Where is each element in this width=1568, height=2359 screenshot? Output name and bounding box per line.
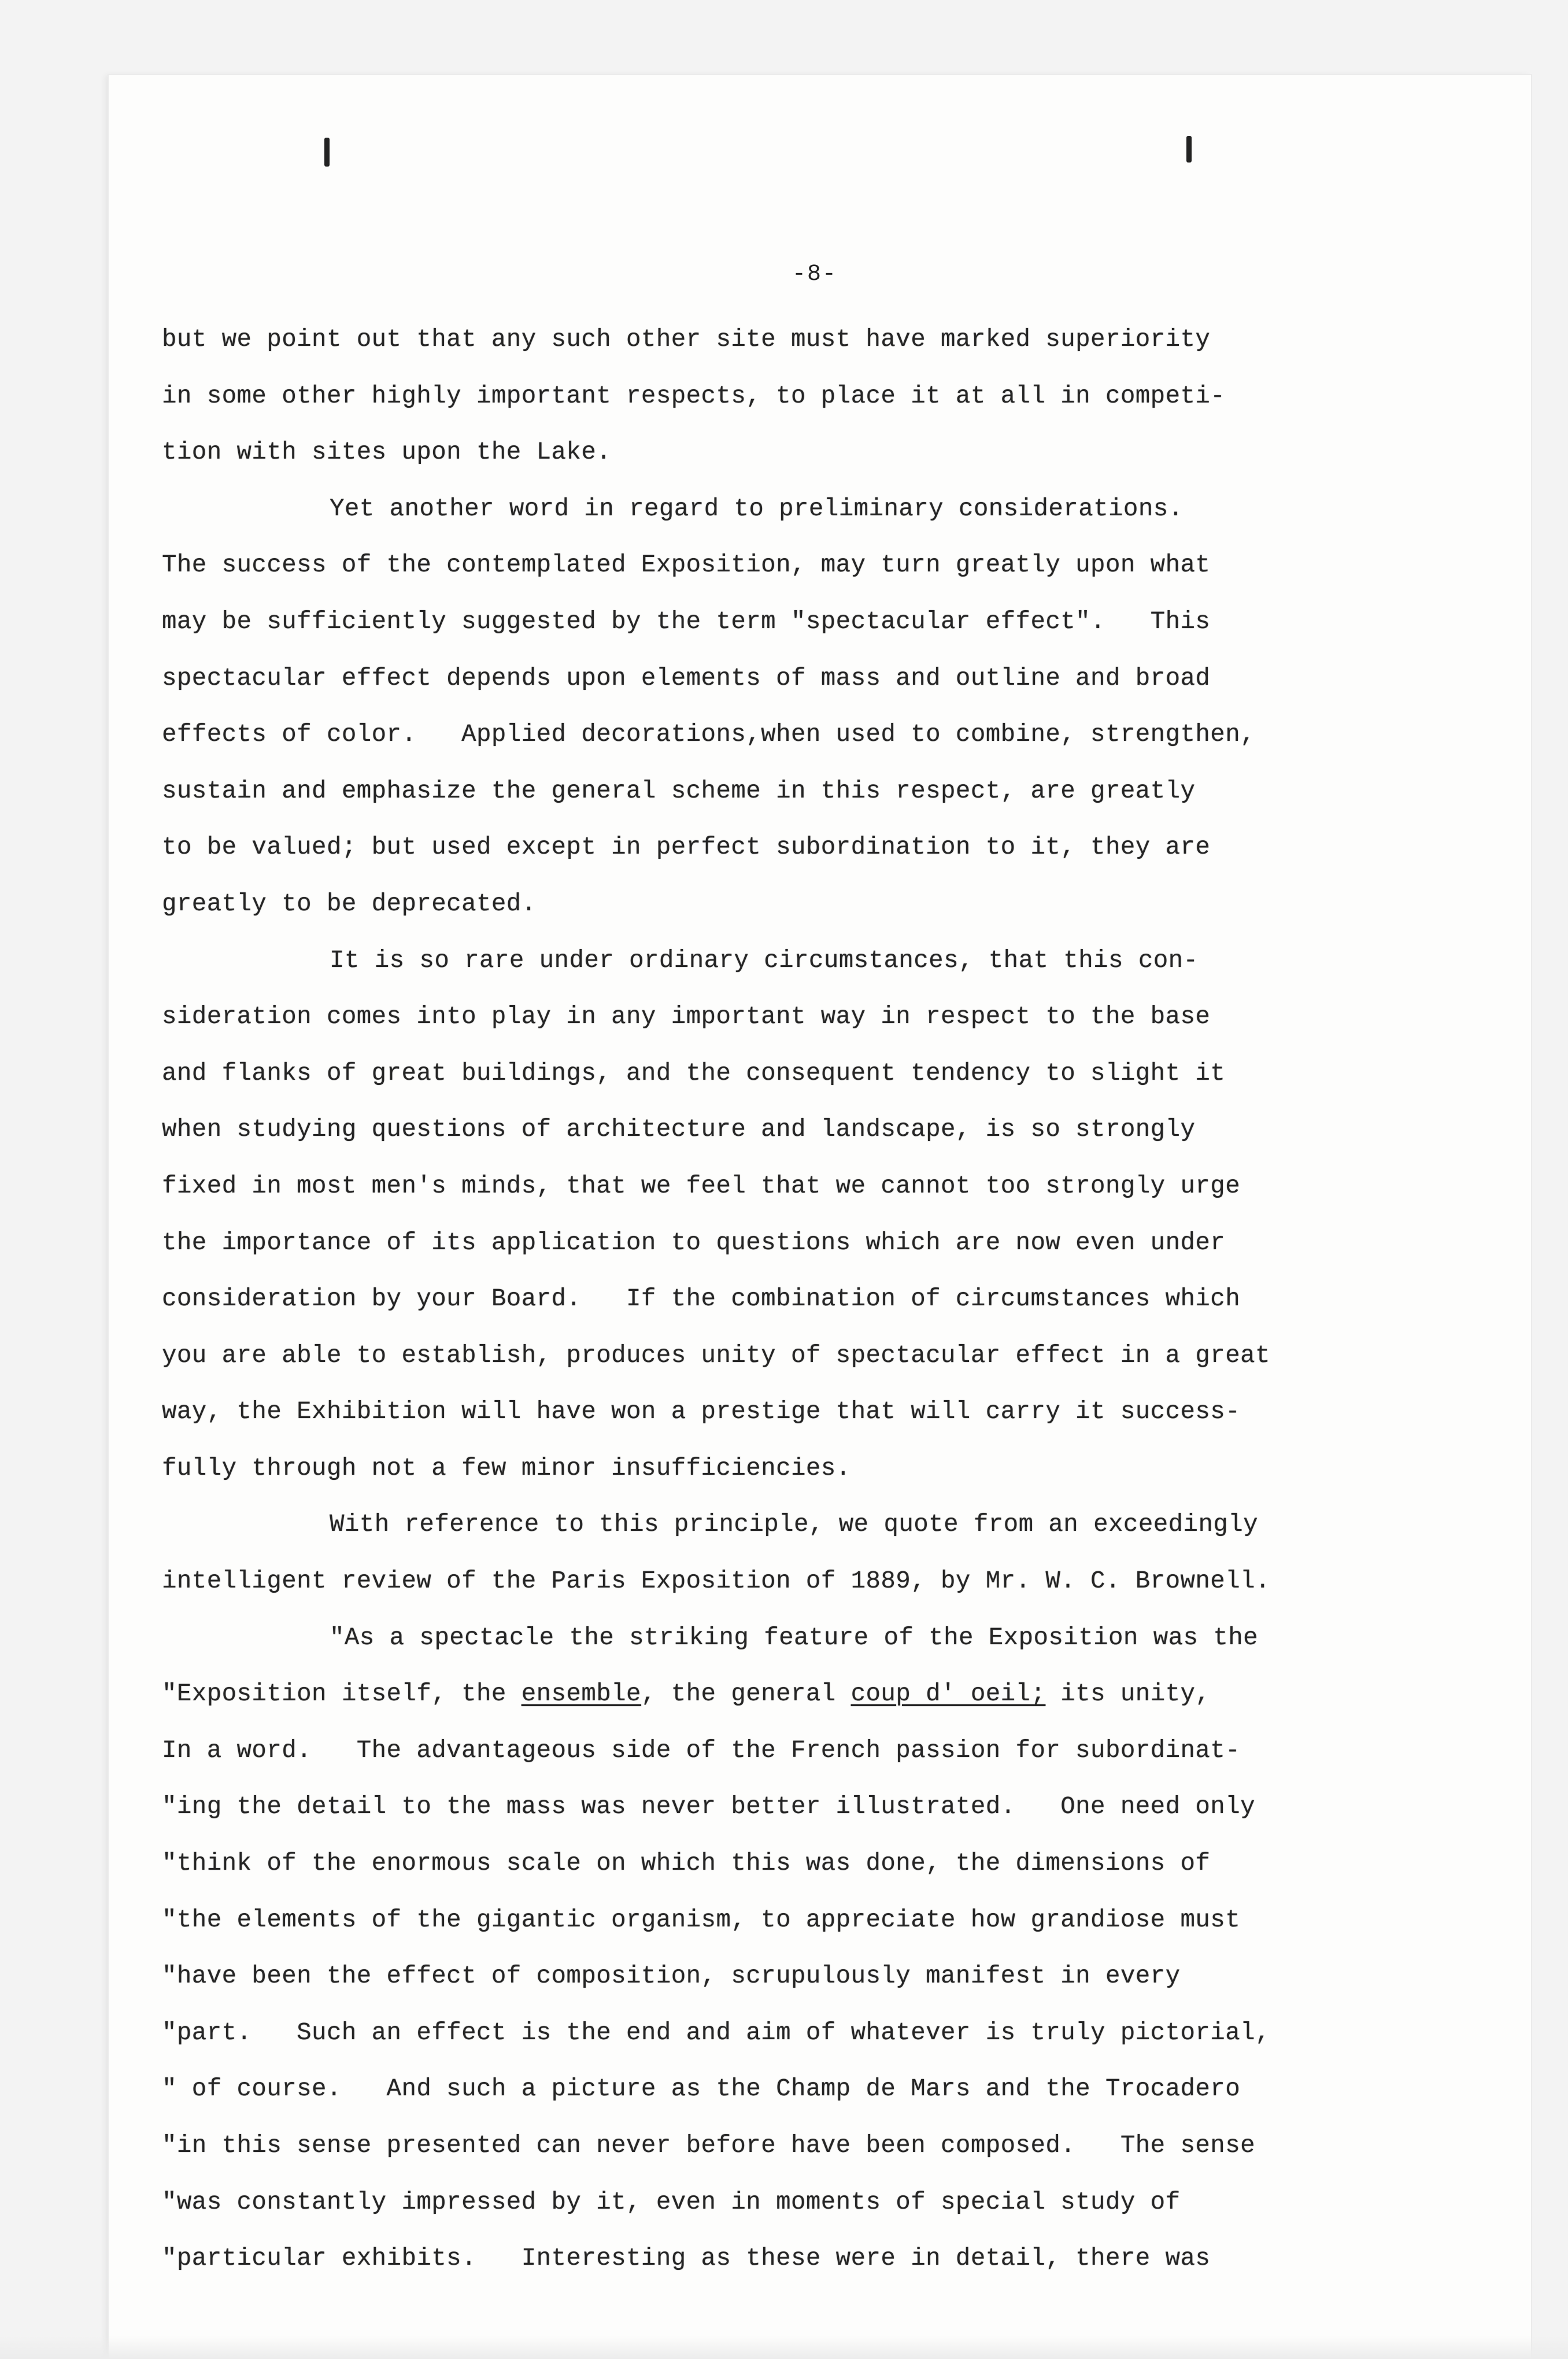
text-line: spectacular effect depends upon elements of mass and outline and broad: [162, 664, 1211, 692]
paragraph-first-line: With reference to this principle, we quote from an exceedingly: [330, 1511, 1259, 1539]
text-line: but we point out that any such other site must have marked superiority: [162, 326, 1211, 353]
quote-text: , the general: [641, 1680, 851, 1708]
quote-line: "in this sense presented can never before have been composed. The sense: [162, 2132, 1256, 2159]
quote-text: "Exposition itself, the: [162, 1680, 522, 1708]
text-line: fixed in most men's minds, that we feel that we cannot too strongly urge: [162, 1172, 1241, 1200]
text-line: intelligent review of the Paris Exposition of 1889, by Mr. W. C. Brownell.: [162, 1567, 1270, 1596]
text-line: in some other highly important respects, to place it at all in competi-: [162, 382, 1226, 410]
text-line: The success of the contemplated Exposition, may turn greatly upon what: [162, 551, 1211, 579]
quote-text: its unity,: [1045, 1680, 1211, 1708]
quote-line: "the elements of the gigantic organism, to appreciate how grandiose must: [162, 1906, 1241, 1934]
text-line: way, the Exhibition will have won a prestige that will carry it success-: [162, 1398, 1241, 1426]
text-line: effects of color. Applied decorations,when used to combine, strengthen,: [162, 721, 1256, 749]
underlined-term-ensemble: ensemble: [521, 1680, 641, 1708]
paragraph-first-line: It is so rare under ordinary circumstances, that this con-: [330, 946, 1199, 974]
text-line: sideration comes into play in any important way in respect to the base: [162, 1003, 1211, 1031]
text-line: tion with sites upon the Lake.: [162, 438, 612, 467]
text-line: to be valued; but used except in perfect subordination to it, they are: [162, 833, 1211, 862]
document-body: [162, 312, 1422, 2287]
quote-line: "part. Such an effect is the end and aim of whatever is truly pictorial,: [162, 2018, 1270, 2047]
quote-line: "particular exhibits. Interesting as these were in detail, there was: [162, 2244, 1211, 2273]
quote-line-with-underlines: [162, 1666, 1422, 1723]
page-number: -8-: [792, 261, 838, 287]
quote-line: " of course. And such a picture as the Champ de Mars and the Trocadero: [162, 2075, 1241, 2103]
punch-mark-right: [1186, 136, 1192, 163]
paragraph-first-line: Yet another word in regard to preliminary considerations.: [330, 494, 1184, 523]
quote-line: "think of the enormous scale on which this was done, the dimensions of: [162, 1849, 1211, 1878]
quote-first-line: "As a spectacle the striking feature of the Exposition was the: [330, 1623, 1259, 1652]
text-line: you are able to establish, produces unity of spectacular effect in a great: [162, 1341, 1270, 1369]
text-line: may be sufficiently suggested by the term "spectacular effect". This: [162, 607, 1211, 636]
quote-line: "was constantly impressed by it, even in moments of special study of: [162, 2188, 1181, 2216]
text-line: consideration by your Board. If the combination of circumstances which: [162, 1285, 1241, 1313]
quote-line: In a word. The advantageous side of the French passion for subordinat-: [162, 1736, 1241, 1764]
quote-line: "have been the effect of composition, scrupulously manifest in every: [162, 1962, 1181, 1991]
punch-mark-left: [324, 138, 330, 167]
quote-line: "ing the detail to the mass was never better illustrated. One need only: [162, 1793, 1256, 1821]
text-line: fully through not a few minor insufficiencies.: [162, 1454, 851, 1482]
underlined-term-coup-d-oeil: coup d' oeil;: [850, 1680, 1046, 1708]
text-line: sustain and emphasize the general scheme in this respect, are greatly: [162, 777, 1196, 805]
text-line: the importance of its application to questions which are now even under: [162, 1228, 1226, 1257]
text-line: when studying questions of architecture and landscape, is so strongly: [162, 1116, 1196, 1144]
text-line: greatly to be deprecated.: [162, 889, 537, 918]
page-bottom-edge: [0, 2336, 1568, 2359]
text-line: and flanks of great buildings, and the consequent tendency to slight it: [162, 1059, 1226, 1087]
